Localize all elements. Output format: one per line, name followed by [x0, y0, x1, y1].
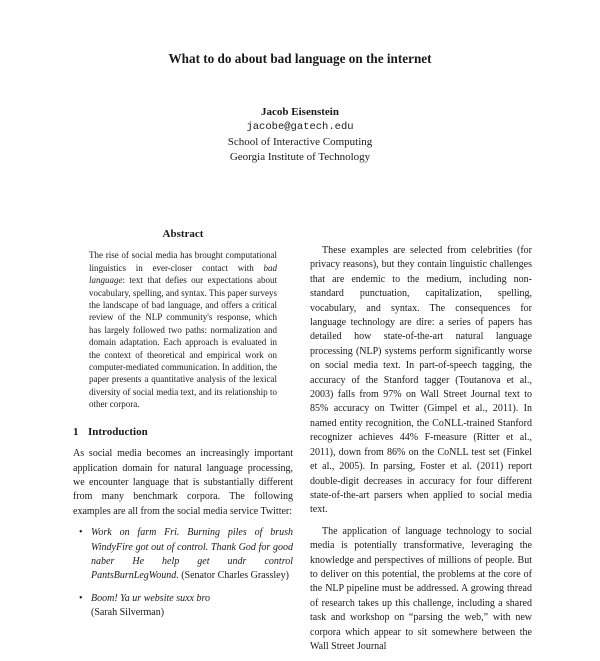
bullet-icon: • [79, 592, 83, 604]
example-source: (Senator Charles Grassley) [178, 570, 289, 582]
right-column [310, 244, 532, 661]
body-paragraph: These examples are selected from celebrities (for privacy reasons), but they contain linguistic challenges that are endemic to the medium, including non-standard punctuation, capitalization, spelling, vocabulary, and syntax. The consequences for language technology are dire: a series of papers has detailed how state-of-the-art natural language processing (NLP) systems perform significantly worse on social media text. In part-of-speech tagging, the accuracy of the Stanford tagger (Toutanova et al., 2003) falls from 97% on Wall Street Journal text to 85% accuracy on Twitter (Gimpel et al., 2011). In named entity recognition, the CoNLL-trained Stanford recognizer achieves 44% F-measure (Ritter et al., 2011), down from 86% on the CoNLL test set (Finkel et al., 2005). In parsing, Foster et al. (2011) report double-digit decreases in accuracy for four different state-of-the-art parsers when applied to social media text. [310, 245, 532, 516]
example-item [73, 592, 293, 621]
left-column [73, 227, 293, 629]
bullet-icon: • [79, 527, 83, 539]
example-source: (Sarah Silverman) [91, 607, 165, 619]
example-quote: Boom! Ya ur website suxx bro [91, 592, 210, 604]
author-institution: Georgia Institute of Technology [229, 151, 371, 163]
abstract-text-start: The rise of social media has brought computational linguistics in ever-closer contact with [89, 250, 277, 273]
author-name: Jacob Eisenstein [261, 106, 339, 118]
abstract-emphasis: bad language [89, 262, 277, 286]
example-list [73, 526, 293, 620]
section-heading-introduction [73, 425, 293, 439]
abstract-text [89, 249, 277, 410]
author-department: School of Interactive Computing [227, 136, 373, 148]
author-email: jacobe@gatech.edu [246, 121, 354, 133]
example-quote: Work on farm Fri. Burning piles of brush WindyFire got out of control. Thank God for good naber He help get undr control PantsBurnLegWound. [91, 527, 293, 582]
abstract-text-rest: : text that defies our expectations about vocabulary, spelling, and syntax. This paper surveys the landscape of bad language, and offers a critical review of the NLP community's response, which has largely followed two paths: normalization and domain adaptation. Each approach is evaluated in the context of theoretical and empirical work on computer-mediated communication. In addition, the paper presents a quantitative analysis of the lexical diversity of social media text, and its relationship to other corpora. [89, 275, 277, 410]
section-number: 1 [73, 425, 79, 438]
author-block [0, 105, 600, 165]
example-item [73, 526, 293, 584]
body-paragraph: The application of language technology to social media is potentially transformative, leveraging the knowledge and perspectives of millions of people. But to deliver on this potential, the problems at the core of the NLP pipeline must be addressed. A growing thread of research takes up this challenge, including a shared task and workshop on “parsing the web,” with new corpora which appear to sit somewhere between the Wall Street Journal [310, 525, 532, 652]
paper-title: What to do about bad language on the internet [168, 51, 432, 66]
abstract-heading: Abstract [162, 228, 204, 240]
intro-paragraph: As social media becomes an increasingly important application domain for natural language processing, we encounter language that is substantially different from many benchmark corpora. The following examples are all from the social media service Twitter: [73, 448, 293, 517]
section-title: Introduction [88, 425, 148, 438]
